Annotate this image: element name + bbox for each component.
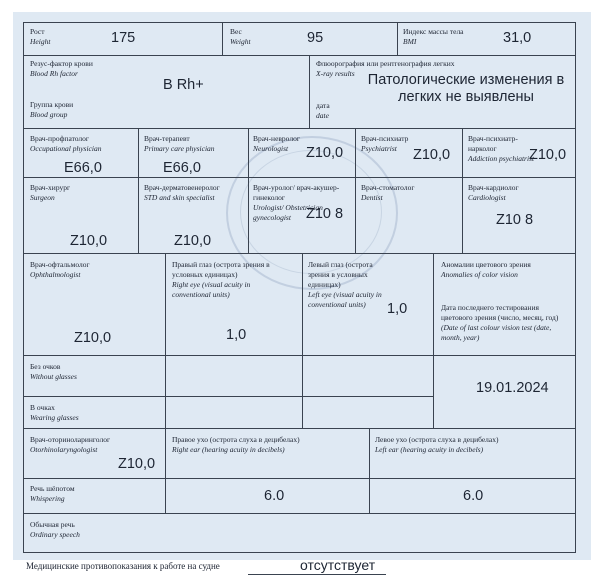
cardiologist-value: Z10 8 bbox=[496, 212, 534, 228]
whispering-left-value: 6.0 bbox=[463, 488, 484, 504]
left-eye-value: 1,0 bbox=[387, 301, 408, 317]
std-value: Z10,0 bbox=[174, 233, 212, 249]
rule-r1b bbox=[397, 22, 398, 55]
bmi-label bbox=[403, 27, 464, 47]
otorhino-label bbox=[30, 435, 110, 455]
primary-label bbox=[144, 134, 215, 154]
urologist-label-ru: Врач-уролог/ врач-акушер-гинеколог bbox=[253, 183, 340, 202]
occupational-value: E66,0 bbox=[64, 160, 102, 176]
xray-label-ru: Флюорография или рентгенография легких bbox=[316, 59, 455, 68]
color-vision-label-ru: Аномалии цветового зрения bbox=[441, 260, 531, 269]
psychiatrist-label-ru: Врач-психиатр bbox=[361, 134, 409, 143]
ophthalmologist-label bbox=[30, 260, 90, 280]
color-vision-label-en: Anomalies of color vision bbox=[441, 270, 518, 279]
ordinary-label-ru: Обычная речь bbox=[30, 520, 75, 529]
without-glasses-label-en: Without glasses bbox=[30, 372, 77, 381]
surgeon-label-en: Surgeon bbox=[30, 193, 55, 202]
rule-bottom bbox=[23, 552, 576, 553]
otorhino-label-en: Otorhinolaryngologist bbox=[30, 445, 98, 454]
xray-label-en: X-ray results bbox=[316, 69, 355, 78]
weight-label-en: Weight bbox=[230, 37, 251, 46]
xray-date-label-en: date bbox=[316, 111, 329, 120]
right-ear-label bbox=[172, 435, 362, 455]
left-ear-label-ru: Левое ухо (острота слуха в децибелах) bbox=[375, 435, 499, 444]
ophthalmologist-value: Z10,0 bbox=[74, 330, 112, 346]
psychiatrist-value: Z10,0 bbox=[413, 147, 451, 163]
addiction-label-ru: Врач-психиатр-нарколог bbox=[468, 134, 518, 153]
color-test-label-en: (Date of last colour vision test (date, month, year) bbox=[441, 323, 552, 342]
rh-label bbox=[30, 59, 93, 79]
rh-label-ru: Резус-фактор крови bbox=[30, 59, 93, 68]
primary-label-en: Primary care physician bbox=[144, 144, 215, 153]
whispering-right-value: 6.0 bbox=[264, 488, 285, 504]
bmi-value: 31,0 bbox=[503, 30, 532, 46]
rule-r3b bbox=[248, 128, 249, 253]
rule-row9 bbox=[23, 513, 576, 514]
rule-left bbox=[23, 22, 24, 552]
rule-r2a bbox=[309, 55, 310, 128]
ophthalmologist-label-ru: Врач-офтальмолог bbox=[30, 260, 90, 269]
bmi-label-en: BMI bbox=[403, 37, 417, 46]
rule-row1 bbox=[23, 55, 576, 56]
weight-label-ru: Вес bbox=[230, 27, 242, 36]
left-eye-label-en: Left eye (visual acuity in conventional units) bbox=[308, 290, 382, 309]
color-test-label-ru: Дата последнего тестирования цветового зрения (число, месяц, год) bbox=[441, 303, 559, 322]
rule-row8 bbox=[23, 478, 576, 479]
rule-row3 bbox=[23, 177, 576, 178]
without-glasses-label bbox=[30, 362, 77, 382]
bmi-label-ru: Индекс массы тела bbox=[403, 27, 464, 36]
surgeon-label-ru: Врач-хирург bbox=[30, 183, 71, 192]
height-value: 175 bbox=[111, 30, 136, 46]
rule-r8a bbox=[165, 428, 166, 513]
rule-r5a bbox=[165, 253, 166, 428]
without-glasses-label-ru: Без очков bbox=[30, 362, 61, 371]
rule-top bbox=[23, 22, 576, 23]
occupational-label-en: Occupational physician bbox=[30, 144, 102, 153]
rule-r3d bbox=[462, 128, 463, 253]
xray-value: Патологические изменения в легких не выявлены bbox=[367, 72, 565, 105]
weight-label bbox=[230, 27, 251, 47]
std-label bbox=[144, 183, 246, 203]
ordinary-label bbox=[30, 520, 80, 540]
left-eye-label-ru: Левый глаз (острота зрения в условных единицах) bbox=[308, 260, 373, 289]
left-ear-label-en: Left ear (hearing acuity in decibels) bbox=[375, 445, 484, 454]
left-ear-label bbox=[375, 435, 571, 455]
rule-row5 bbox=[23, 355, 576, 356]
otorhino-value: Z10,0 bbox=[118, 456, 156, 472]
rule-right bbox=[575, 22, 576, 552]
rh-value: B Rh+ bbox=[163, 77, 204, 93]
dentist-label-en: Dentist bbox=[361, 193, 383, 202]
rule-r3a bbox=[138, 128, 139, 253]
wearing-glasses-label-ru: В очках bbox=[30, 403, 55, 412]
rule-r3c bbox=[355, 128, 356, 253]
surgeon-value: Z10,0 bbox=[70, 233, 108, 249]
whispering-label bbox=[30, 484, 75, 504]
wearing-glasses-label-en: Wearing glasses bbox=[30, 413, 79, 422]
blood-group-label-en: Blood group bbox=[30, 110, 68, 119]
rule-r8b bbox=[369, 428, 370, 513]
psychiatrist-label bbox=[361, 134, 411, 154]
right-eye-label-en: Right eye (visual acuity in conventional units) bbox=[172, 280, 251, 299]
ophthalmologist-label-en: Ophthalmologist bbox=[30, 270, 81, 279]
surgeon-label bbox=[30, 183, 70, 203]
dentist-label bbox=[361, 183, 417, 203]
wearing-glasses-label bbox=[30, 403, 79, 423]
color-test-label bbox=[441, 303, 571, 343]
weight-value: 95 bbox=[307, 30, 324, 46]
height-label bbox=[30, 27, 50, 47]
otorhino-label-ru: Врач-оториноларинголог bbox=[30, 435, 111, 444]
whispering-label-en: Whispering bbox=[30, 494, 65, 503]
rule-r1a bbox=[222, 22, 223, 55]
cardiologist-label-en: Cardiologist bbox=[468, 193, 506, 202]
std-label-en: STD and skin specialist bbox=[144, 193, 215, 202]
color-vision-label bbox=[441, 260, 571, 280]
xray-date-label bbox=[316, 101, 330, 121]
color-test-value: 19.01.2024 bbox=[476, 380, 549, 396]
xray-date-label-ru: дата bbox=[316, 101, 330, 110]
height-label-ru: Рост bbox=[30, 27, 45, 36]
left-eye-label bbox=[308, 260, 386, 310]
right-ear-label-en: Right ear (hearing acuity in decibels) bbox=[172, 445, 285, 454]
height-label-en: Height bbox=[30, 37, 51, 46]
dentist-label-ru: Врач-стоматолог bbox=[361, 183, 415, 192]
contraindications-label: Медицинские противопоказания к работе на судне bbox=[26, 561, 220, 571]
neurologist-label-ru: Врач-невролог bbox=[253, 134, 300, 143]
primary-label-ru: Врач-терапевт bbox=[144, 134, 190, 143]
primary-value: E66,0 bbox=[163, 160, 201, 176]
rule-r5b bbox=[302, 253, 303, 428]
rule-row2 bbox=[23, 128, 576, 129]
occupational-label bbox=[30, 134, 101, 154]
addiction-label-en: Addiction psychiatrist bbox=[468, 154, 535, 163]
neurologist-label bbox=[253, 134, 305, 154]
psychiatrist-label-en: Psychiatrist bbox=[361, 144, 397, 153]
right-eye-value: 1,0 bbox=[226, 327, 247, 343]
right-ear-label-ru: Правое ухо (острота слуха в децибелах) bbox=[172, 435, 300, 444]
occupational-label-ru: Врач-профпатолог bbox=[30, 134, 89, 143]
neurologist-value: Z10,0 bbox=[306, 145, 344, 161]
rule-row4 bbox=[23, 253, 576, 254]
rule-row7 bbox=[23, 428, 576, 429]
urologist-value: Z10 8 bbox=[306, 206, 344, 222]
blood-group-label bbox=[30, 100, 73, 120]
whispering-label-ru: Речь шёпотом bbox=[30, 484, 75, 493]
right-eye-label-ru: Правый глаз (острота зрения в условных единицах) bbox=[172, 260, 270, 279]
neurologist-label-en: Neurologist bbox=[253, 144, 289, 153]
cardiologist-label-ru: Врач-кардиолог bbox=[468, 183, 519, 192]
rh-label-en: Blood Rh factor bbox=[30, 69, 78, 78]
urologist-label-en: Urologist/ Obstetrician gynecologist bbox=[253, 203, 323, 222]
contraindications-underline bbox=[248, 574, 386, 575]
ordinary-label-en: Ordinary speech bbox=[30, 530, 80, 539]
contraindications-value: отсутствует bbox=[300, 557, 376, 573]
blood-group-label-ru: Группа крови bbox=[30, 100, 74, 109]
rule-row6 bbox=[23, 396, 433, 397]
addiction-value: Z10,0 bbox=[529, 147, 567, 163]
right-eye-label bbox=[172, 260, 290, 300]
rule-r5c bbox=[433, 253, 434, 428]
std-label-ru: Врач-дерматовенеролог bbox=[144, 183, 220, 192]
cardiologist-label bbox=[468, 183, 519, 203]
